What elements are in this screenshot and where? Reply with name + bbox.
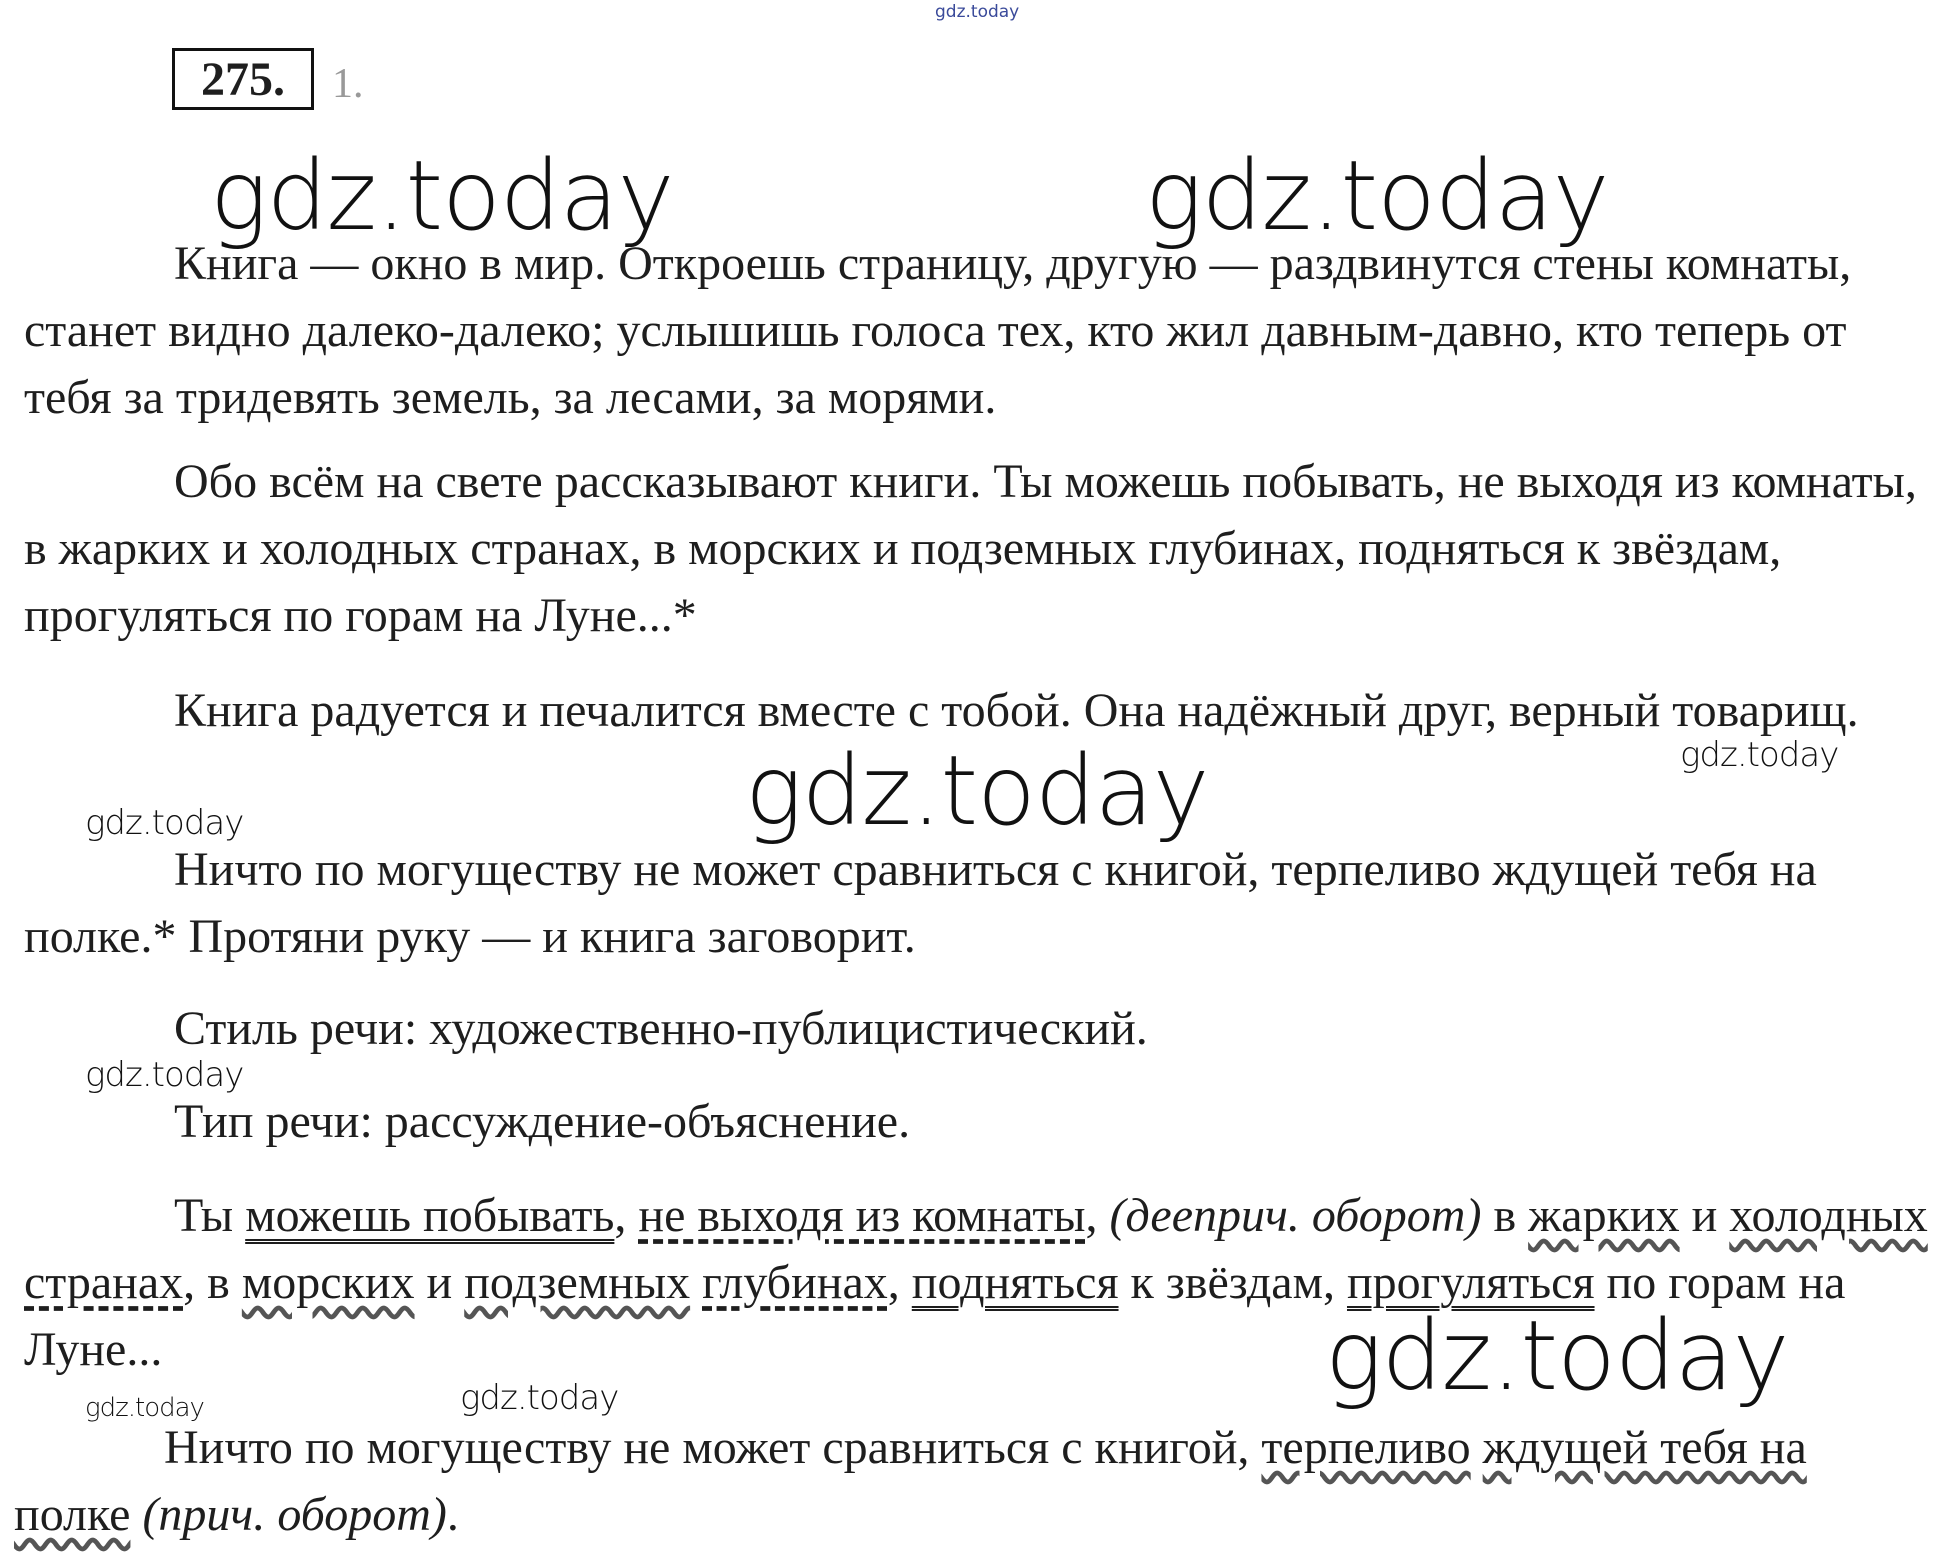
note-gerund-phrase: (дееприч. оборот) xyxy=(1109,1189,1482,1242)
attribute-word: терпеливо xyxy=(1261,1421,1471,1474)
attribute-word: холодных xyxy=(1729,1189,1928,1242)
watermark-large: gdz.today xyxy=(1145,140,1609,252)
watermark-large: gdz.today xyxy=(210,140,674,252)
word: и xyxy=(426,1256,453,1309)
word: звёздам xyxy=(1165,1256,1323,1309)
paragraph-1-text: Книга — окно в мир. Откроешь страницу, другую — раздвинутся стены комнаты, станет видно далеко-далеко; услышишь голоса тех, кто жил давным-давно, кто теперь от тебя за тридевять земель, за лесами, за морями. xyxy=(24,237,1852,424)
attribute-word: подземных xyxy=(464,1256,691,1309)
type-line xyxy=(24,1088,1939,1155)
style-line xyxy=(24,995,1939,1062)
word: в xyxy=(1493,1189,1517,1242)
predicate-2: подняться xyxy=(911,1256,1119,1309)
attribute-word: морских xyxy=(241,1256,415,1309)
paragraph-2-text: Обо всём на свете рассказывают книги. Ты можешь побывать, не выходя из комнаты, в жарких и холодных странах, в морских и подземных глубинах, подняться к звёздам, прогуляться по горам на Луне...* xyxy=(24,455,1917,642)
analysis-sentence-2 xyxy=(14,1414,1929,1548)
period: . xyxy=(446,1488,459,1541)
exercise-subnumber: 1. xyxy=(332,61,364,107)
word: в xyxy=(207,1256,230,1309)
word: к xyxy=(1130,1256,1154,1309)
predicate-3: прогуляться xyxy=(1346,1256,1595,1309)
adverbial-word: странах xyxy=(24,1256,184,1309)
note-participle-phrase: (прич. оборот) xyxy=(142,1488,447,1541)
paragraph-2 xyxy=(24,448,1939,649)
watermark-small: gdz.today xyxy=(85,803,244,843)
watermark-large: gdz.today xyxy=(745,735,1209,847)
analysis-sentence-1: Ты можешь побывать, не выходя из комнаты, (дееприч. оборот) в жарких и холодных странах, в морских и подземных глубинах, подняться к звёздам, прогуляться по горам на Луне... xyxy=(24,1189,1928,1376)
paragraph-3 xyxy=(24,677,1939,744)
adverbial-word: глубинах xyxy=(702,1256,888,1309)
watermark-small: gdz.today xyxy=(460,1378,619,1418)
subject-word: Ты xyxy=(174,1189,234,1242)
watermark-small-top: gdz.today xyxy=(935,2,1020,22)
watermark-small: gdz.today xyxy=(85,1055,244,1095)
paragraph-3-text: Книга радуется и печалится вместе с тобой. Она надёжный друг, верный товарищ. xyxy=(174,684,1859,737)
style-line-text: Стиль речи: художественно-публицистический. xyxy=(174,1002,1148,1055)
participial-phrase: ждущей тебя на полке xyxy=(14,1421,1807,1541)
adverbial-phrase: не выходя из комнаты xyxy=(638,1189,1086,1242)
type-line-text: Тип речи: рассуждение-объяснение. xyxy=(174,1095,911,1148)
watermark-large: gdz.today xyxy=(1325,1300,1789,1412)
paragraph-4 xyxy=(24,836,1939,970)
paragraph-1 xyxy=(24,230,1939,431)
word: и xyxy=(1691,1189,1718,1242)
sentence-start: Ничто по могуществу не может сравниться с книгой, xyxy=(164,1421,1250,1474)
exercise-number: 275. xyxy=(172,48,314,110)
watermark-small: gdz.today xyxy=(1680,735,1839,775)
predicate-1: можешь побывать xyxy=(245,1189,615,1242)
watermark-small: gdz.today xyxy=(85,1393,204,1423)
attribute-word: жарких xyxy=(1528,1189,1680,1242)
word: по горам на Луне... xyxy=(24,1256,1846,1376)
paragraph-4-text: Ничто по могуществу не может сравниться с книгой, терпеливо ждущей тебя на полке.* Протяни руку — и книга заговорит. xyxy=(24,843,1817,963)
